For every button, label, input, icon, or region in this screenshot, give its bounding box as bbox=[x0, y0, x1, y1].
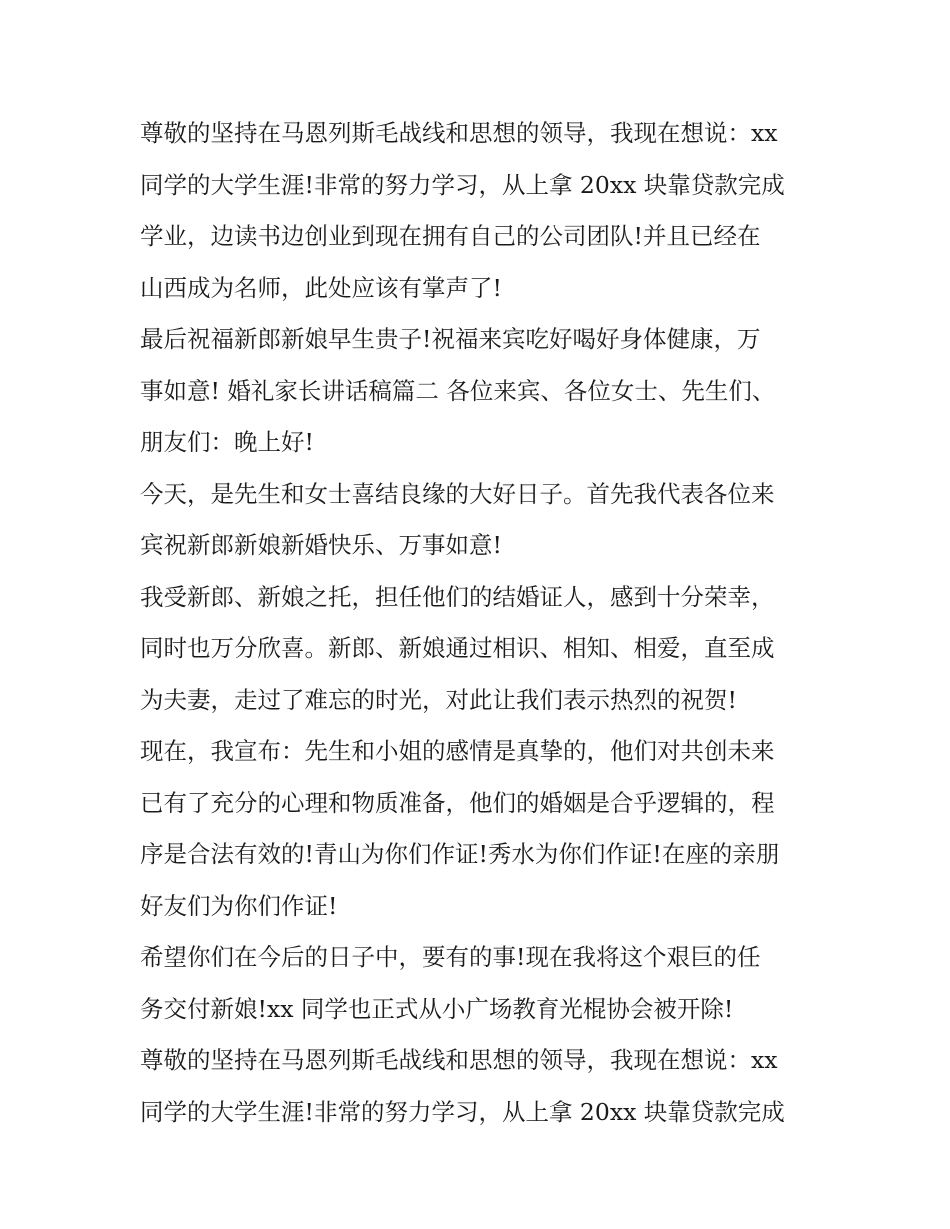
text-line: 朋友们：晚上好! bbox=[140, 428, 314, 456]
text-line: 现在，我宣布：先生和小姐的感情是真挚的，他们对共创未来 bbox=[140, 737, 775, 765]
text-line: 山西成为名师，此处应该有掌声了! bbox=[140, 273, 502, 302]
text-line: 宾祝新郎新娘新婚快乐、万事如意! bbox=[140, 531, 502, 559]
text-line: 尊敬的坚持在马恩列斯毛战线和思想的领导，我现在想说：xx bbox=[140, 119, 778, 147]
text-line: 同学的大学生涯!非常的努力学习，从上拿 20xx 块靠贷款完成 bbox=[140, 1097, 785, 1126]
text-line: 好友们为你们作证! bbox=[140, 891, 338, 920]
text-line: 序是合法有效的!青山为你们作证!秀水为你们作证!在座的亲朋 bbox=[140, 840, 780, 868]
text-line: 我受新郎、新娘之托，担任他们的结婚证人，感到十分荣幸， bbox=[140, 582, 775, 611]
text-line: 同学的大学生涯!非常的努力学习，从上拿 20xx 块靠贷款完成 bbox=[140, 170, 785, 199]
text-line: 事如意! 婚礼家长讲话稿篇二 各位来宾、各位女士、先生们、 bbox=[140, 376, 776, 405]
text-line: 学业，边读书边创业到现在拥有自己的公司团队!并且已经在 bbox=[140, 222, 761, 250]
text-line: 为夫妻，走过了难忘的时光，对此让我们表示热烈的祝贺! bbox=[140, 685, 737, 714]
document-body bbox=[140, 108, 820, 1138]
text-line: 希望你们在今后的日子中，要有的事!现在我将这个艰巨的任 bbox=[140, 943, 761, 971]
text-line: 已有了充分的心理和物质准备，他们的婚姻是合乎逻辑的，程 bbox=[140, 788, 775, 817]
text-line: 最后祝福新郎新娘早生贵子!祝福来宾吃好喝好身体健康，万 bbox=[140, 325, 761, 353]
text-line: 同时也万分欣喜。新郎、新娘通过相识、相知、相爱，直至成 bbox=[140, 634, 775, 662]
text-line: 今天，是先生和女士喜结良缘的大好日子。首先我代表各位来 bbox=[140, 479, 775, 508]
text-line: 务交付新娘!xx 同学也正式从小广场教育光棍协会被开除! bbox=[140, 994, 734, 1023]
text-line: 尊敬的坚持在马恩列斯毛战线和思想的领导，我现在想说：xx bbox=[140, 1046, 778, 1074]
